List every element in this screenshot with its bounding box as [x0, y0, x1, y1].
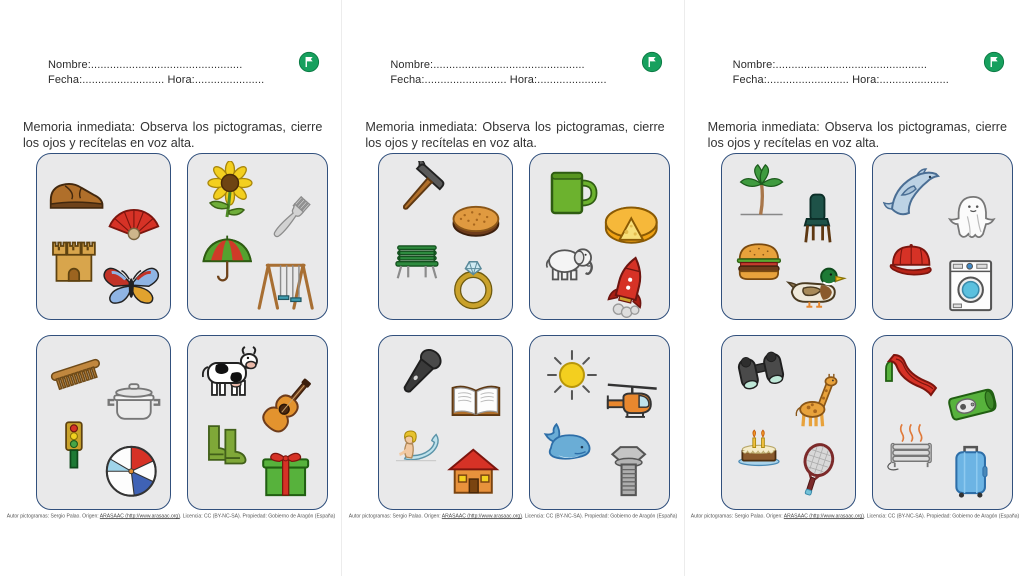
name-date-block: [390, 58, 606, 88]
arasaac-link[interactable]: ARASAAC (http://www.arasaac.org): [441, 514, 522, 520]
rain-boots-icon: [198, 417, 256, 475]
dolphin-icon: [882, 161, 946, 225]
elephant-icon: [540, 232, 598, 290]
birthday-cake-icon: [731, 417, 787, 473]
green-logo-icon: [641, 51, 663, 73]
cheese-icon: [600, 189, 663, 252]
cow-icon: [198, 343, 262, 407]
sunflower-icon: [198, 161, 262, 225]
microphone-icon: [389, 343, 450, 404]
comb-icon: [46, 343, 107, 404]
pictogram-card: [872, 335, 1013, 510]
cookie-icon: [446, 189, 506, 249]
giraffe-icon: [788, 372, 848, 432]
pictogram-card: [187, 335, 328, 510]
instruction-text: Memoria inmediata: Observa los pictogramas, cierre los ojos y recítelas en voz alta.: [365, 119, 665, 151]
palm-tree-icon: [731, 161, 792, 222]
arasaac-link[interactable]: ARASAAC (http://www.arasaac.org): [99, 514, 180, 520]
footer-text: . Licencia: CC (BY-NC-SA). Propiedad: Gobierno de Aragón (España): [864, 514, 1020, 520]
slide-icon: [882, 343, 946, 407]
footer-attribution: [6, 514, 334, 519]
footer-text: . Licencia: CC (BY-NC-SA). Propiedad: Gobierno de Aragón (España): [521, 514, 678, 520]
footer-text: Autor pictogramas: Sergio Palao. Origen:: [348, 514, 442, 520]
helicopter-icon: [600, 372, 663, 435]
mermaid-icon: [389, 417, 445, 473]
bench-icon: [389, 232, 445, 288]
pictogram-card: [187, 153, 328, 320]
name-date-block: [48, 58, 264, 88]
nombre-line: Nombre:................................................: [390, 59, 585, 71]
sharpener-icon: [942, 372, 1005, 435]
instruction-text: Memoria inmediata: Observa los pictogramas, cierre los ojos y recítelas en voz alta.: [707, 119, 1007, 151]
instruction-text: Memoria inmediata: Observa los pictogramas, cierre los ojos y recítelas en voz alta.: [23, 119, 323, 151]
cooking-pot-icon: [104, 372, 164, 432]
footer-attribution: [691, 514, 1019, 519]
pictogram-card: [378, 153, 513, 320]
traffic-light-icon: [46, 417, 102, 473]
footer-text: Autor pictogramas: Sergio Palao. Origen:: [691, 514, 785, 520]
fecha-hora-line: Fecha:.......................... Hora:......................: [732, 74, 949, 86]
bolt-icon: [596, 440, 661, 505]
pictogram-grid: [378, 153, 670, 510]
pictogram-card: [529, 153, 670, 320]
sun-icon: [540, 343, 604, 407]
green-logo-icon: [983, 51, 1005, 73]
radiator-icon: [882, 417, 940, 475]
chair-icon: [788, 189, 848, 249]
washing-machine-icon: [938, 253, 1003, 318]
umbrella-icon: [198, 232, 256, 290]
worksheet-page-2: [341, 0, 683, 576]
rocket-icon: [596, 253, 661, 318]
footer-text: . Licencia: CC (BY-NC-SA). Propiedad: Gobierno de Aragón (España): [179, 514, 335, 520]
beach-ball-icon: [100, 440, 163, 503]
hand-fan-icon: [104, 189, 164, 249]
pictogram-grid: [36, 153, 328, 510]
arasaac-link[interactable]: ARASAAC (http://www.arasaac.org): [784, 514, 865, 520]
cap-icon: [882, 232, 940, 290]
mug-icon: [540, 161, 604, 225]
footer-text: Autor pictogramas: Sergio Palao. Origen:: [6, 514, 100, 520]
swing-icon: [253, 253, 318, 318]
name-date-block: [733, 58, 949, 88]
pictogram-card: [721, 153, 856, 320]
hamburger-icon: [731, 232, 787, 288]
binoculars-icon: [731, 343, 792, 404]
whale-icon: [540, 417, 598, 475]
fecha-hora-line: Fecha:.......................... Hora:......................: [48, 74, 265, 86]
duck-icon: [784, 253, 847, 316]
pictogram-card: [872, 153, 1013, 320]
green-logo-icon: [298, 51, 320, 73]
open-book-icon: [446, 372, 506, 432]
gift-icon: [253, 440, 318, 505]
pictogram-card: [36, 153, 171, 320]
pictogram-card: [36, 335, 171, 510]
hammer-icon: [389, 161, 450, 222]
fork-icon: [258, 189, 321, 252]
pictogram-card: [378, 335, 513, 510]
pictogram-grid: [721, 153, 1013, 510]
nombre-line: Nombre:................................................: [732, 59, 928, 71]
ghost-icon: [942, 189, 1005, 252]
house-icon: [442, 440, 505, 503]
worksheet-page-1: [0, 0, 341, 576]
tennis-racket-icon: [784, 440, 847, 503]
ring-icon: [442, 253, 505, 316]
castle-icon: [46, 232, 102, 288]
pictogram-card: [529, 335, 670, 510]
worksheet-page-3: [684, 0, 1024, 576]
suitcase-icon: [938, 440, 1003, 505]
fecha-hora-line: Fecha:.......................... Hora:......................: [390, 74, 607, 86]
guitar-icon: [258, 372, 321, 435]
nombre-line: Nombre:................................................: [48, 59, 243, 71]
pictogram-card: [721, 335, 856, 510]
butterfly-icon: [100, 253, 163, 316]
footer-attribution: [349, 514, 677, 519]
shoe-icon: [46, 161, 107, 222]
